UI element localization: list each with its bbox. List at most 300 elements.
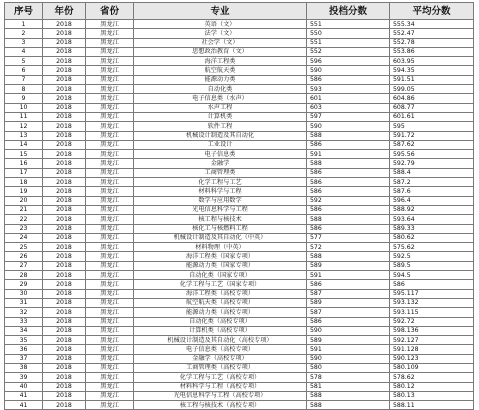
cell-province: 黑龙江 — [86, 178, 134, 187]
cell-year: 2018 — [43, 131, 86, 140]
cell-average-score: 592.127 — [390, 336, 474, 345]
cell-major: 海洋工程类（国家专项） — [134, 252, 307, 261]
table-row — [5, 66, 474, 75]
cell-province: 黑龙江 — [86, 271, 134, 280]
cell-average-score: 587.62 — [390, 140, 474, 149]
cell-major: 海洋工程类 — [134, 57, 307, 66]
cell-year: 2018 — [43, 280, 86, 289]
table-row — [5, 94, 474, 103]
cell-province: 黑龙江 — [86, 252, 134, 261]
cell-average-score: 591.51 — [390, 75, 474, 84]
cell-province: 黑龙江 — [86, 196, 134, 205]
cell-serial-number: 40 — [5, 382, 43, 391]
cell-serial-number: 19 — [5, 187, 43, 196]
cell-admission-score: 552 — [307, 47, 390, 56]
cell-major: 航空航天类 — [134, 66, 307, 75]
cell-serial-number: 4 — [5, 47, 43, 56]
cell-year: 2018 — [43, 252, 86, 261]
cell-average-score: 580.109 — [390, 363, 474, 372]
cell-average-score: 588.4 — [390, 168, 474, 177]
cell-year: 2018 — [43, 382, 86, 391]
cell-year: 2018 — [43, 75, 86, 84]
cell-admission-score: 551 — [307, 20, 390, 29]
cell-major: 化学工程与工艺（高校专项） — [134, 373, 307, 382]
cell-average-score: 553.86 — [390, 47, 474, 56]
admission-score-table — [4, 2, 474, 410]
cell-province: 黑龙江 — [86, 373, 134, 382]
cell-province: 黑龙江 — [86, 85, 134, 94]
cell-year: 2018 — [43, 317, 86, 326]
cell-major: 思想政治教育（文） — [134, 47, 307, 56]
cell-admission-score: 588 — [307, 252, 390, 261]
cell-serial-number: 21 — [5, 205, 43, 214]
cell-major: 核工程与核技术 — [134, 215, 307, 224]
cell-year: 2018 — [43, 224, 86, 233]
cell-province: 黑龙江 — [86, 66, 134, 75]
cell-year: 2018 — [43, 187, 86, 196]
cell-major: 机械设计制造及其自动化 — [134, 131, 307, 140]
cell-serial-number: 36 — [5, 345, 43, 354]
cell-average-score: 595.117 — [390, 289, 474, 298]
cell-serial-number: 18 — [5, 178, 43, 187]
cell-admission-score: 590 — [307, 354, 390, 363]
cell-year: 2018 — [43, 233, 86, 242]
cell-year: 2018 — [43, 298, 86, 307]
table-row — [5, 261, 474, 270]
cell-province: 黑龙江 — [86, 317, 134, 326]
cell-serial-number: 25 — [5, 243, 43, 252]
cell-average-score: 598.136 — [390, 326, 474, 335]
table-row — [5, 373, 474, 382]
cell-province: 黑龙江 — [86, 150, 134, 159]
cell-major: 能源动力类 — [134, 75, 307, 84]
cell-average-score: 593.132 — [390, 298, 474, 307]
cell-serial-number: 10 — [5, 103, 43, 112]
cell-province: 黑龙江 — [86, 289, 134, 298]
cell-year: 2018 — [43, 122, 86, 131]
cell-major: 能源动力类（高校专项） — [134, 308, 307, 317]
cell-average-score: 578.62 — [390, 373, 474, 382]
table-row — [5, 168, 474, 177]
cell-serial-number: 35 — [5, 336, 43, 345]
cell-major: 自动化类（高校专项） — [134, 317, 307, 326]
cell-major: 法学（文） — [134, 29, 307, 38]
cell-average-score: 580.62 — [390, 233, 474, 242]
cell-serial-number: 41 — [5, 401, 43, 410]
cell-province: 黑龙江 — [86, 298, 134, 307]
cell-major: 光电信息科学与工程（高校专项） — [134, 391, 307, 400]
table-row — [5, 233, 474, 242]
cell-serial-number: 37 — [5, 354, 43, 363]
cell-year: 2018 — [43, 401, 86, 410]
cell-serial-number: 5 — [5, 57, 43, 66]
cell-year: 2018 — [43, 205, 86, 214]
cell-average-score: 593.64 — [390, 215, 474, 224]
cell-major: 材料物理（中英） — [134, 243, 307, 252]
cell-average-score: 591.128 — [390, 345, 474, 354]
cell-major: 自动化类 — [134, 85, 307, 94]
header-row — [5, 3, 474, 20]
cell-major: 材料科学与工程（高校专项） — [134, 382, 307, 391]
cell-year: 2018 — [43, 178, 86, 187]
cell-admission-score: 572 — [307, 243, 390, 252]
cell-serial-number: 23 — [5, 224, 43, 233]
cell-major: 电子信息类（高校专项） — [134, 345, 307, 354]
cell-serial-number: 3 — [5, 38, 43, 47]
cell-serial-number: 30 — [5, 289, 43, 298]
cell-province: 黑龙江 — [86, 205, 134, 214]
cell-major: 航空航天类（高校专项） — [134, 298, 307, 307]
cell-province: 黑龙江 — [86, 345, 134, 354]
cell-year: 2018 — [43, 29, 86, 38]
table-row — [5, 140, 474, 149]
table-row — [5, 187, 474, 196]
cell-serial-number: 28 — [5, 271, 43, 280]
cell-admission-score: 590 — [307, 66, 390, 75]
cell-major: 电子信息类（水声） — [134, 94, 307, 103]
cell-province: 黑龙江 — [86, 47, 134, 56]
cell-serial-number: 29 — [5, 280, 43, 289]
cell-average-score: 555.34 — [390, 20, 474, 29]
cell-serial-number: 17 — [5, 168, 43, 177]
cell-year: 2018 — [43, 308, 86, 317]
cell-serial-number: 24 — [5, 233, 43, 242]
cell-serial-number: 15 — [5, 150, 43, 159]
cell-province: 黑龙江 — [86, 131, 134, 140]
cell-year: 2018 — [43, 38, 86, 47]
table-row — [5, 354, 474, 363]
cell-average-score: 586 — [390, 280, 474, 289]
cell-province: 黑龙江 — [86, 363, 134, 372]
table-row — [5, 75, 474, 84]
cell-year: 2018 — [43, 112, 86, 121]
cell-year: 2018 — [43, 326, 86, 335]
cell-average-score: 580.13 — [390, 391, 474, 400]
cell-admission-score: 586 — [307, 178, 390, 187]
table-row — [5, 317, 474, 326]
table-row — [5, 345, 474, 354]
cell-major: 工商管理类（高校专项） — [134, 363, 307, 372]
cell-serial-number: 33 — [5, 317, 43, 326]
table-row — [5, 178, 474, 187]
cell-average-score: 604.86 — [390, 94, 474, 103]
cell-major: 海洋工程类（高校专项） — [134, 289, 307, 298]
cell-admission-score: 588 — [307, 159, 390, 168]
cell-admission-score: 597 — [307, 112, 390, 121]
cell-admission-score: 586 — [307, 317, 390, 326]
cell-year: 2018 — [43, 271, 86, 280]
cell-serial-number: 38 — [5, 363, 43, 372]
table-row — [5, 271, 474, 280]
cell-year: 2018 — [43, 150, 86, 159]
cell-admission-score: 588 — [307, 215, 390, 224]
cell-province: 黑龙江 — [86, 38, 134, 47]
table-row — [5, 336, 474, 345]
cell-year: 2018 — [43, 261, 86, 270]
cell-average-score: 592.72 — [390, 317, 474, 326]
table-row — [5, 112, 474, 121]
cell-province: 黑龙江 — [86, 382, 134, 391]
cell-admission-score: 587 — [307, 289, 390, 298]
cell-major: 水声工程 — [134, 103, 307, 112]
table-row — [5, 289, 474, 298]
cell-serial-number: 39 — [5, 373, 43, 382]
table-row — [5, 159, 474, 168]
cell-admission-score: 580 — [307, 363, 390, 372]
table-row — [5, 382, 474, 391]
cell-province: 黑龙江 — [86, 29, 134, 38]
cell-province: 黑龙江 — [86, 261, 134, 270]
cell-average-score: 594.5 — [390, 271, 474, 280]
table-row — [5, 122, 474, 131]
cell-province: 黑龙江 — [86, 336, 134, 345]
cell-admission-score: 590 — [307, 326, 390, 335]
cell-province: 黑龙江 — [86, 243, 134, 252]
cell-province: 黑龙江 — [86, 233, 134, 242]
cell-average-score: 589.5 — [390, 261, 474, 270]
cell-major: 计算机类 — [134, 112, 307, 121]
cell-admission-score: 588 — [307, 131, 390, 140]
cell-average-score: 589.33 — [390, 224, 474, 233]
cell-admission-score: 596 — [307, 57, 390, 66]
cell-admission-score: 603 — [307, 103, 390, 112]
cell-province: 黑龙江 — [86, 75, 134, 84]
cell-major: 工商管理类 — [134, 168, 307, 177]
cell-average-score: 608.77 — [390, 103, 474, 112]
table-row — [5, 308, 474, 317]
table-row — [5, 205, 474, 214]
table-row — [5, 38, 474, 47]
cell-year: 2018 — [43, 103, 86, 112]
cell-major: 工业设计 — [134, 140, 307, 149]
cell-province: 黑龙江 — [86, 308, 134, 317]
header-serial-number: 序号 — [5, 3, 43, 20]
cell-serial-number: 12 — [5, 122, 43, 131]
cell-year: 2018 — [43, 363, 86, 372]
cell-year: 2018 — [43, 168, 86, 177]
table-row — [5, 47, 474, 56]
cell-province: 黑龙江 — [86, 391, 134, 400]
cell-province: 黑龙江 — [86, 401, 134, 410]
cell-year: 2018 — [43, 159, 86, 168]
cell-province: 黑龙江 — [86, 187, 134, 196]
cell-year: 2018 — [43, 345, 86, 354]
cell-serial-number: 16 — [5, 159, 43, 168]
cell-major: 数学与应用数学 — [134, 196, 307, 205]
table-row — [5, 103, 474, 112]
cell-admission-score: 589 — [307, 336, 390, 345]
cell-province: 黑龙江 — [86, 280, 134, 289]
cell-major: 社会学（文） — [134, 38, 307, 47]
cell-average-score: 552.78 — [390, 38, 474, 47]
cell-year: 2018 — [43, 289, 86, 298]
cell-major: 核化工与核燃料工程 — [134, 224, 307, 233]
cell-major: 光电信息科学与工程 — [134, 205, 307, 214]
cell-average-score: 595.56 — [390, 150, 474, 159]
cell-average-score: 599.05 — [390, 85, 474, 94]
cell-admission-score: 550 — [307, 29, 390, 38]
table-row — [5, 391, 474, 400]
cell-province: 黑龙江 — [86, 326, 134, 335]
cell-average-score: 590.123 — [390, 354, 474, 363]
header-admission-score: 投档分数 — [307, 3, 390, 20]
cell-year: 2018 — [43, 215, 86, 224]
cell-admission-score: 578 — [307, 373, 390, 382]
cell-serial-number: 26 — [5, 252, 43, 261]
cell-serial-number: 20 — [5, 196, 43, 205]
header-year: 年份 — [43, 3, 86, 20]
table-row — [5, 224, 474, 233]
cell-province: 黑龙江 — [86, 57, 134, 66]
table-row — [5, 215, 474, 224]
cell-serial-number: 7 — [5, 75, 43, 84]
cell-serial-number: 41 — [5, 391, 43, 400]
cell-province: 黑龙江 — [86, 354, 134, 363]
cell-year: 2018 — [43, 336, 86, 345]
cell-year: 2018 — [43, 47, 86, 56]
cell-average-score: 596.4 — [390, 196, 474, 205]
cell-average-score: 592.5 — [390, 252, 474, 261]
cell-average-score: 588.11 — [390, 401, 474, 410]
header-major: 专业 — [134, 3, 307, 20]
cell-serial-number: 8 — [5, 85, 43, 94]
table-body — [5, 20, 474, 410]
cell-year: 2018 — [43, 66, 86, 75]
cell-serial-number: 14 — [5, 140, 43, 149]
cell-major: 核工程与核技术（高校专项） — [134, 401, 307, 410]
cell-average-score: 588.92 — [390, 205, 474, 214]
cell-serial-number: 32 — [5, 308, 43, 317]
cell-average-score: 591.72 — [390, 131, 474, 140]
cell-admission-score: 586 — [307, 140, 390, 149]
cell-serial-number: 6 — [5, 66, 43, 75]
cell-average-score: 592.79 — [390, 159, 474, 168]
table-row — [5, 196, 474, 205]
cell-admission-score: 592 — [307, 196, 390, 205]
cell-average-score: 580.12 — [390, 382, 474, 391]
cell-major: 电子信息类 — [134, 150, 307, 159]
cell-average-score: 593.115 — [390, 308, 474, 317]
cell-serial-number: 9 — [5, 94, 43, 103]
cell-year: 2018 — [43, 57, 86, 66]
table-row — [5, 326, 474, 335]
cell-admission-score: 586 — [307, 280, 390, 289]
cell-province: 黑龙江 — [86, 215, 134, 224]
cell-year: 2018 — [43, 140, 86, 149]
cell-major: 金融学（高校专项） — [134, 354, 307, 363]
cell-province: 黑龙江 — [86, 94, 134, 103]
table-row — [5, 401, 474, 410]
cell-admission-score: 591 — [307, 150, 390, 159]
cell-admission-score: 586 — [307, 224, 390, 233]
table-row — [5, 280, 474, 289]
cell-average-score: 575.62 — [390, 243, 474, 252]
header-province: 省份 — [86, 3, 134, 20]
cell-major: 软件工程 — [134, 122, 307, 131]
cell-admission-score: 586 — [307, 168, 390, 177]
cell-major: 自动化类（国家专项） — [134, 271, 307, 280]
cell-year: 2018 — [43, 85, 86, 94]
cell-admission-score: 586 — [307, 75, 390, 84]
cell-year: 2018 — [43, 243, 86, 252]
cell-province: 黑龙江 — [86, 112, 134, 121]
cell-admission-score: 586 — [307, 205, 390, 214]
cell-province: 黑龙江 — [86, 103, 134, 112]
cell-year: 2018 — [43, 391, 86, 400]
cell-admission-score: 593 — [307, 85, 390, 94]
cell-admission-score: 588 — [307, 391, 390, 400]
table-row — [5, 252, 474, 261]
table-row — [5, 150, 474, 159]
cell-year: 2018 — [43, 94, 86, 103]
cell-serial-number: 11 — [5, 112, 43, 121]
cell-serial-number: 13 — [5, 131, 43, 140]
cell-admission-score: 589 — [307, 298, 390, 307]
cell-major: 机械设计制造及其自动化（中英） — [134, 233, 307, 242]
cell-average-score: 552.47 — [390, 29, 474, 38]
cell-admission-score: 581 — [307, 382, 390, 391]
cell-province: 黑龙江 — [86, 224, 134, 233]
table-row — [5, 57, 474, 66]
table-row — [5, 243, 474, 252]
cell-serial-number: 1 — [5, 20, 43, 29]
cell-major: 机械设计制造及其自动化（高校专项） — [134, 336, 307, 345]
cell-serial-number: 31 — [5, 298, 43, 307]
cell-admission-score: 587 — [307, 308, 390, 317]
table-row — [5, 131, 474, 140]
cell-admission-score: 590 — [307, 122, 390, 131]
cell-average-score: 603.95 — [390, 57, 474, 66]
cell-admission-score: 601 — [307, 94, 390, 103]
cell-major: 化学工程与工艺 — [134, 178, 307, 187]
table-row — [5, 29, 474, 38]
cell-major: 计算机类（高校专项） — [134, 326, 307, 335]
cell-average-score: 601.61 — [390, 112, 474, 121]
cell-province: 黑龙江 — [86, 159, 134, 168]
table-header — [5, 3, 474, 20]
cell-province: 黑龙江 — [86, 20, 134, 29]
cell-major: 化学工程与工艺（国家专项） — [134, 280, 307, 289]
cell-province: 黑龙江 — [86, 122, 134, 131]
cell-serial-number: 22 — [5, 215, 43, 224]
cell-admission-score: 586 — [307, 187, 390, 196]
cell-average-score: 587.2 — [390, 178, 474, 187]
cell-admission-score: 577 — [307, 233, 390, 242]
cell-year: 2018 — [43, 196, 86, 205]
cell-major: 金融学 — [134, 159, 307, 168]
cell-serial-number: 27 — [5, 261, 43, 270]
cell-year: 2018 — [43, 20, 86, 29]
cell-province: 黑龙江 — [86, 140, 134, 149]
cell-serial-number: 34 — [5, 326, 43, 335]
table-row — [5, 85, 474, 94]
cell-admission-score: 551 — [307, 38, 390, 47]
cell-major: 材料科学与工程 — [134, 187, 307, 196]
header-average-score: 平均分数 — [390, 3, 474, 20]
table-row — [5, 298, 474, 307]
cell-province: 黑龙江 — [86, 168, 134, 177]
table-row — [5, 363, 474, 372]
cell-year: 2018 — [43, 373, 86, 382]
cell-admission-score: 591 — [307, 345, 390, 354]
cell-admission-score: 589 — [307, 261, 390, 270]
cell-major: 能源动力类（国家专项） — [134, 261, 307, 270]
cell-admission-score: 588 — [307, 401, 390, 410]
cell-year: 2018 — [43, 354, 86, 363]
cell-average-score: 594.35 — [390, 66, 474, 75]
cell-serial-number: 2 — [5, 29, 43, 38]
cell-major: 英语（文） — [134, 20, 307, 29]
